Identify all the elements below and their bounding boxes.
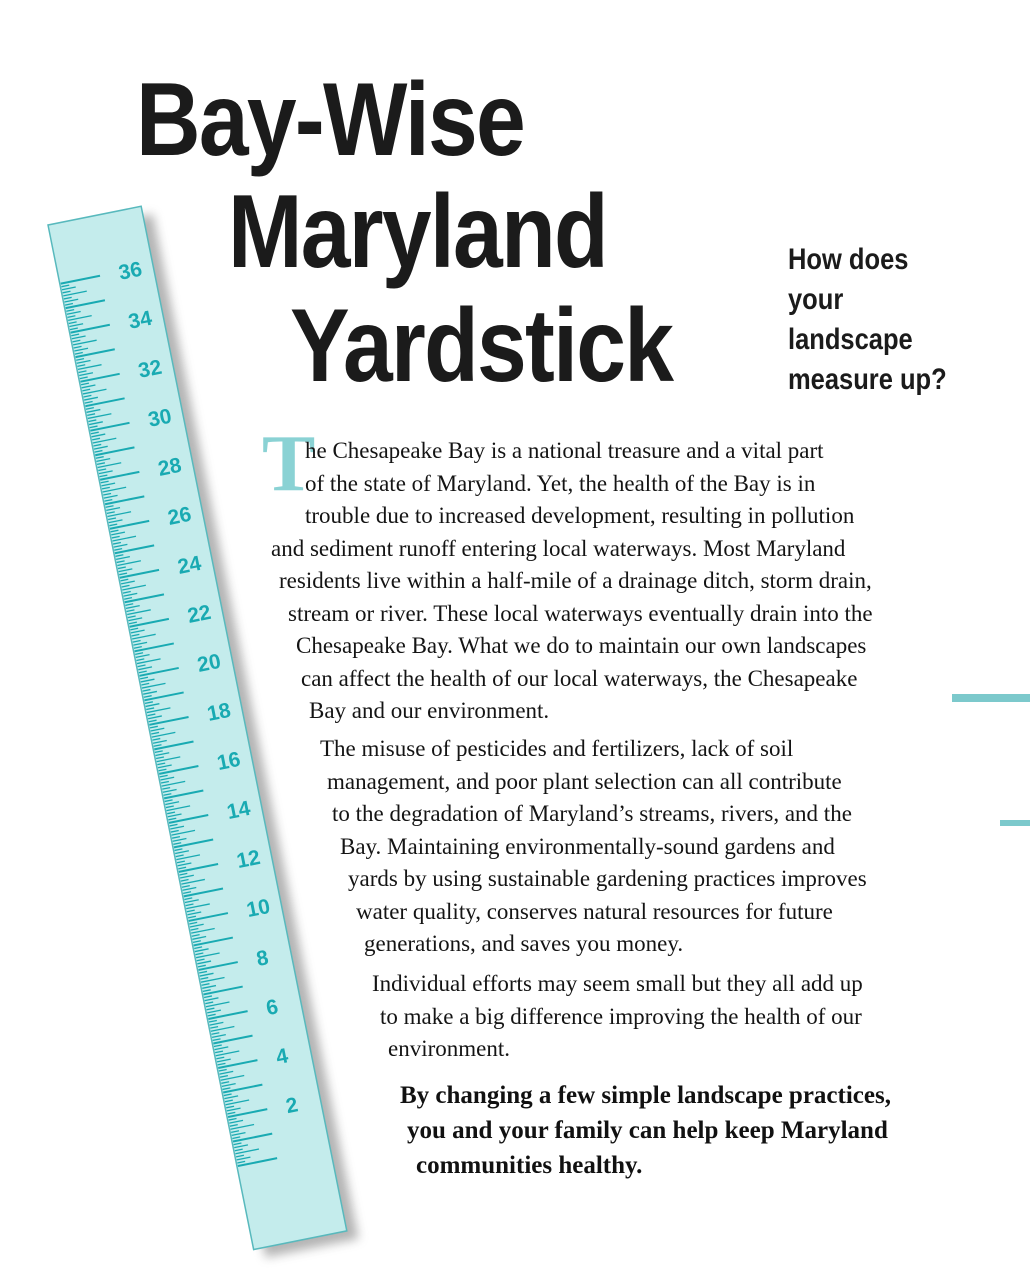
yardstick-label: 8: [254, 946, 271, 972]
yardstick-label: 10: [244, 894, 273, 923]
yardstick-label: 16: [215, 747, 243, 775]
text-line: to the degradation of Maryland’s streams, rivers, and the: [332, 801, 852, 826]
subtitle-line: How does: [788, 243, 909, 276]
text-line: Bay. Maintaining environmentally-sound gardens and: [340, 833, 835, 859]
yardstick-label: 12: [234, 845, 263, 874]
text-line: The misuse of pesticides and fertilizers, lack of soil: [320, 736, 794, 761]
decorative-line: [952, 694, 1030, 702]
text-line: generations, and saves you money.: [364, 931, 684, 956]
yardstick-label: 30: [146, 404, 174, 432]
text-line: you and your family can help keep Maryland: [407, 1117, 888, 1144]
text-line: By changing a few simple landscape practices,: [400, 1082, 891, 1109]
text-line: residents live within a half-mile of a drainage ditch, storm drain,: [279, 568, 872, 593]
yardstick-label: 4: [274, 1044, 291, 1070]
subtitle: [788, 240, 958, 400]
subtitle-line: your: [788, 283, 844, 316]
yardstick-label: 2: [283, 1093, 300, 1119]
intro-paragraph: [0, 435, 873, 728]
subtitle-line: measure up?: [788, 363, 947, 396]
yardstick-label: 26: [165, 502, 194, 530]
text-line: environment.: [388, 1036, 510, 1061]
yardstick-label: 32: [136, 355, 164, 383]
subtitle-line: landscape: [788, 323, 913, 356]
body-paragraph-3: [0, 968, 863, 1066]
title-line-3: Yardstick: [290, 288, 673, 404]
text-line: Individual efforts may seem small but they all add up: [372, 971, 863, 996]
text-line: communities healthy.: [416, 1152, 643, 1179]
drop-cap: T: [262, 420, 316, 508]
text-line: he Chesapeake Bay is a national treasure and a vital part: [305, 438, 824, 463]
closing-statement: [400, 1078, 891, 1183]
text-line: stream or river. These local waterways eventually drain into the: [288, 600, 873, 626]
text-line: water quality, conserves natural resources for future: [356, 898, 833, 924]
yardstick-label: 20: [195, 649, 223, 677]
yardstick-label: 18: [205, 698, 233, 726]
text-line: trouble due to increased development, resulting in pollution: [305, 503, 855, 528]
text-line: Bay and our environment.: [309, 698, 550, 723]
decorative-line: [1000, 820, 1030, 826]
title-line-1: Bay-Wise: [136, 62, 525, 178]
text-line: management, and poor plant selection can all contribute: [327, 768, 842, 794]
text-line: yards by using sustainable gardening practices improves: [348, 866, 867, 891]
text-line: can affect the health of our local waterways, the Chesapeake: [301, 665, 858, 691]
yardstick-label: 6: [264, 995, 281, 1021]
text-line: to make a big difference improving the health of our: [380, 1003, 862, 1029]
text-line: of the state of Maryland. Yet, the health of the Bay is in: [305, 470, 816, 496]
text-line: Chesapeake Bay. What we do to maintain our own landscapes: [296, 633, 867, 658]
yardstick-label: 24: [175, 551, 204, 579]
yardstick-label: 28: [156, 453, 184, 481]
yardstick-label: 36: [116, 257, 145, 285]
yardstick-label: 34: [126, 306, 154, 334]
text-line: and sediment runoff entering local waterways. Most Maryland: [271, 535, 846, 561]
title-line-2: Maryland: [228, 174, 607, 290]
yardstick-label: 22: [185, 600, 213, 628]
yardstick-label: 14: [224, 796, 253, 825]
body-paragraph-2: [0, 733, 867, 961]
